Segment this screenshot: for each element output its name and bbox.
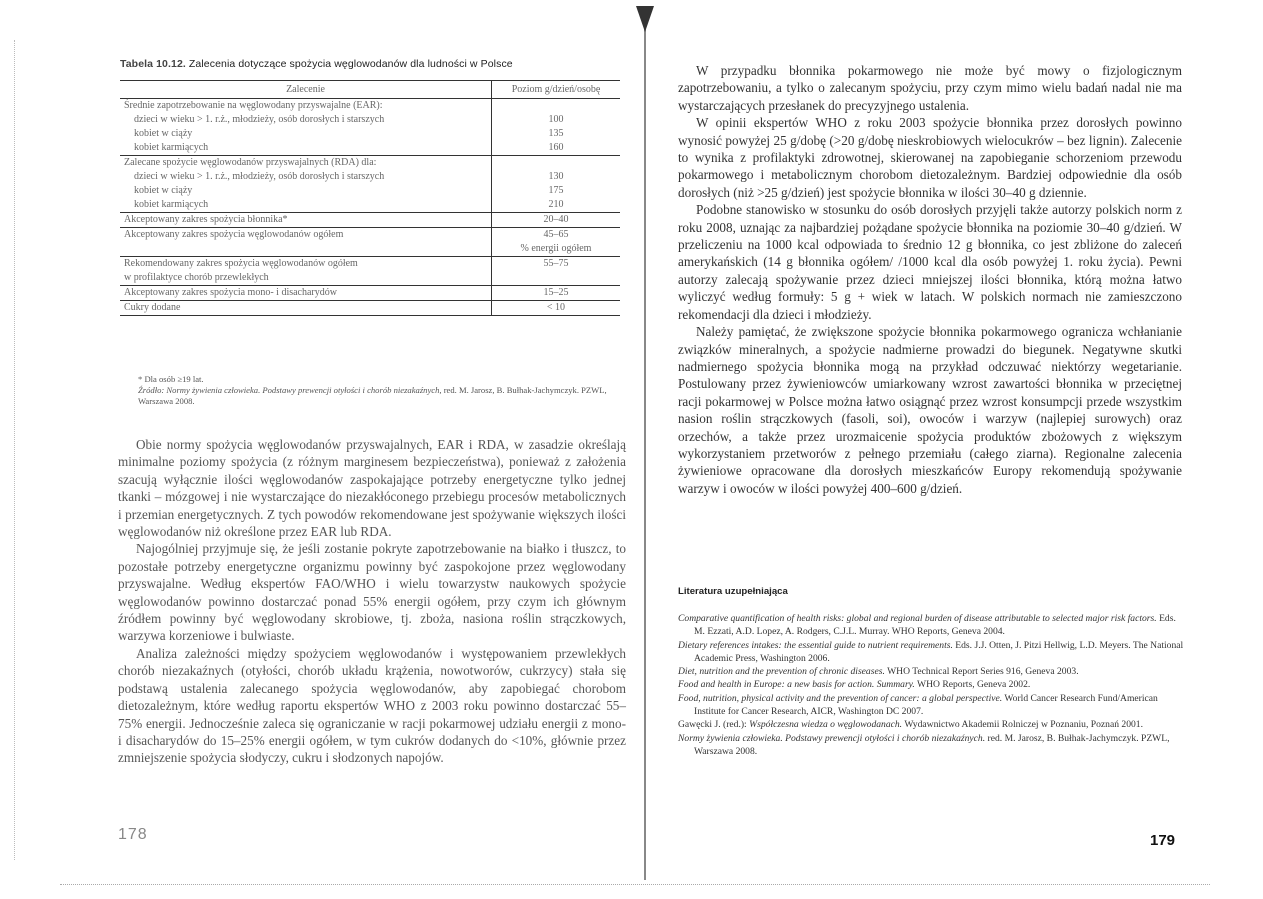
table-row: Akceptowany zakres spożycia węglowodanów ogółem 45–65 % energii ogółem — [120, 228, 620, 257]
footnote-adult: * Dla osób ≥19 lat. — [138, 374, 204, 384]
table-row: dzieci w wieku > 1. r.ż., młodzieży, osób dorosłych i starszych 130 — [120, 170, 620, 184]
table-caption-label: Tabela 10.12. — [120, 58, 186, 70]
table-source: Źródło: Normy żywienia człowieka. Podstawy prewencji otyłości i chorób niezakaźnych, red. M. Jarosz, B. Bułhak-Jachymczyk. PZWL, Warszawa 2008. — [138, 385, 607, 406]
paragraph: Analiza zależności między spożyciem węglowodanów i występowaniem przewlekłych chorób niezakaźnych (otyłości, chorób układu krążenia, nowotworów, cukrzycy) stała się podstawą ustalenia zalecanego spożycia węglowodanów, aby zapobiegać chorobom dietozależnym, które według raportu ekspertów WHO z 2003 roku powinno dostarczać 55–75% energii. Jednocześnie zaleca się ograniczanie w racji pokarmowej udziału energii z mono- i disacharydów do 15–25% energii ogółem, w tym cukrów dodanych do <10%, głównie przez zmniejszenie spożycia słodyczy, cukru i słodzonych napojów. — [118, 645, 626, 766]
paragraph: Należy pamiętać, że zwiększone spożycie błonnika pokarmowego ogranicza wchłanianie związków mineralnych, a spożycie nadmierne prowadzi do biegunek. Negatywne skutki nadmiernego spożycia błonnika mogą na przykład odczuwać niektórzy wegetarianie. Postulowany przez żywieniowców umiarkowany wzrost zawartości błonnika w przeciętnej racji pokarmowej w Polsce można łatwo osiągnąć przez wzrost konsumpcji przede wszystkim nasion roślin strączkowych (fasoli, soi), owoców i warzyw (najlepiej surowych) oraz orzechów, a także przez urozmaicenie spożycia produktów zbożowych z większym wykorzystaniem przetworów z pełnego przemiału (całego ziarna). Regionalne zalecenia żywieniowe opracowane dla dorosłych mieszkańców Europy rekomendują spożywanie warzyw i owoców w ilości powyżej 400–600 g/dzień. — [678, 324, 1182, 496]
list-item: Comparative quantification of health risks: global and regional burden of disease attributable to selected major risk factors. Eds. M. Ezzati, A.D. Lopez, A. Rodgers, C.J.L. Murray. WHO Reports, Geneva 2004. — [678, 613, 1176, 638]
table-row: Akceptowany zakres spożycia mono- i disacharydów 15–25 — [120, 286, 620, 301]
list-item: Diet, nutrition and the prevention of chronic diseases. WHO Technical Report Series 916, Geneva 2003. — [678, 666, 1079, 678]
table-row: kobiet w ciąży 135 — [120, 127, 620, 141]
header-recommendation: Zalecenie — [120, 81, 492, 99]
table-row: Średnie zapotrzebowanie na węglowodany przyswajalne (EAR): — [120, 99, 620, 114]
paragraph: Obie normy spożycia węglowodanów przyswajalnych, EAR i RDA, w zasadzie określają minimalne poziomy spożycia (z różnym marginesem bezpieczeństwa), ponieważ z założenia szacują wyłącznie ilości węglowodanów zaspokajające potrzeby energetyczne tylko jednej tkanki – mózgowej i nie wystarczające do niezakłóconego przebiegu procesów metabolicznych i przemian energetycznych. Z tych powodów rekomendowane jest spożywanie większych ilości węglowodanów niż określone przez EAR lub RDA. — [118, 437, 626, 540]
table-row: Akceptowany zakres spożycia błonnika* 20–40 — [120, 213, 620, 228]
recommendations-table — [120, 80, 620, 316]
literature-list — [678, 612, 1184, 758]
paragraph: Podobne stanowisko w stosunku do osób dorosłych przyjęli także autorzy polskich norm z roku 2008, uznając za najbardziej pożądane spożycie błonnika na poziomie 30–40 g/dzień. W przeliczeniu na 1000 kcal odpowiada to średnio 12 g błonnika, co jest zbliżone do zaleceń amerykańskich (14 g błonnika ogółem/ /1000 kcal dla osób powyżej 1. roku życia). Pewni autorzy zalecają spożywanie przez dzieci mniejszej ilości błonnika, którą można łatwo wyliczyć według formuły: 5 g + wiek w latach. W polskich normach nie zamieszczono rekomendacji dla dzieci i młodzieży. — [678, 202, 1182, 322]
book-spine — [644, 18, 646, 880]
table-caption — [120, 58, 513, 70]
page-number-right: 179 — [1150, 832, 1176, 849]
list-item: Dietary references intakes: the essential guide to nutrient requirements. Eds. J.J. Otten, J. Pitzi Hellwig, L.D. Meyers. The National Academic Press, Washington 2006. — [678, 639, 1184, 664]
left-page-edge — [14, 40, 16, 860]
list-item: Normy żywienia człowieka. Podstawy prewencji otyłości i chorób niezakaźnych. red. M. Jarosz, B. Bułhak-Jachymczyk. PZWL, Warszawa 2008. — [678, 732, 1170, 757]
paragraph: W opinii ekspertów WHO z roku 2003 spożycie błonnika przez dorosłych powinno wynosić powyżej 25 g/dobę (>20 g/dobę nieskrobiowych wielocukrów – bez lignin). Zalecenie to wynika z profilaktyki zdrowotnej, skierowanej na zapobieganie schorzeniom przewodu pokarmowego i metabolicznym chorobom dietozależnym. Bardziej odpowiednie dla osób dorosłych (niż >25 g/dzień) jest spożycie błonnika w ilości 30–40 g dziennie. — [678, 115, 1182, 200]
list-item: Gawęcki J. (red.): Współczesna wiedza o węglowodanach. Wydawnictwo Akademii Rolniczej w Poznaniu, Poznań 2001. — [678, 719, 1144, 731]
right-page-body — [678, 62, 1182, 497]
list-item: Food, nutrition, physical activity and the prevention of cancer: a global perspective. World Cancer Research Fund/American Institute for Cancer Research, AICR, Washington DC 2007. — [678, 692, 1158, 718]
page-number-left: 178 — [118, 826, 148, 843]
table-footnote — [138, 374, 628, 407]
paragraph: W przypadku błonnika pokarmowego nie może być mowy o fizjologicznym zapotrzebowaniu, a tylko o zalecanym spożyciu, przy czym mimo wielu badań nadal nie ma wystarczających przesłanek do precyzyjnego ustalenia. — [678, 63, 1182, 113]
list-item: Food and health in Europe: a new basis for action. Summary. WHO Reports, Geneva 2002. — [678, 679, 1031, 691]
table-row: Rekomendowany zakres spożycia węglowodanów ogółem w profilaktyce chorób przewlekłych 55–75 — [120, 257, 620, 286]
left-page-body — [118, 436, 626, 767]
bottom-edge — [60, 884, 1210, 885]
paragraph: Najogólniej przyjmuje się, że jeśli zostanie pokryte zapotrzebowanie na białko i tłuszcz, to pozostałe potrzeby energetyczne organizmu powinny być zaspokojone przez węglowodany przyswajalne. Według ekspertów FAO/WHO i wielu towarzystw naukowych spożycie węglowodanów powinno dostarczać ponad 55% energii ogółem, przy czym ich głównym źródłem powinny być węglowodany skrobiowe, tj. zboża, nasiona roślin strączkowych, warzywa korzeniowe i bulwiaste. — [118, 541, 626, 644]
table-header-row — [120, 81, 620, 99]
table-row: Cukry dodane < 10 — [120, 301, 620, 316]
table-caption-text: Zalecenia dotyczące spożycia węglowodanów dla ludności w Polsce — [185, 58, 513, 70]
table-row: kobiet karmiących 160 — [120, 141, 620, 156]
spine-marker — [636, 6, 654, 32]
table-row: kobiet karmiących 210 — [120, 198, 620, 213]
table-row: Zalecane spożycie węglowodanów przyswajalnych (RDA) dla: — [120, 156, 620, 171]
literature-heading: Literatura uzupełniająca — [678, 586, 788, 597]
table-row: kobiet w ciąży 175 — [120, 184, 620, 198]
table-row: dzieci w wieku > 1. r.ż., młodzieży, osób dorosłych i starszych 100 — [120, 113, 620, 127]
header-level: Poziom g/dzień/osobę — [492, 81, 621, 99]
